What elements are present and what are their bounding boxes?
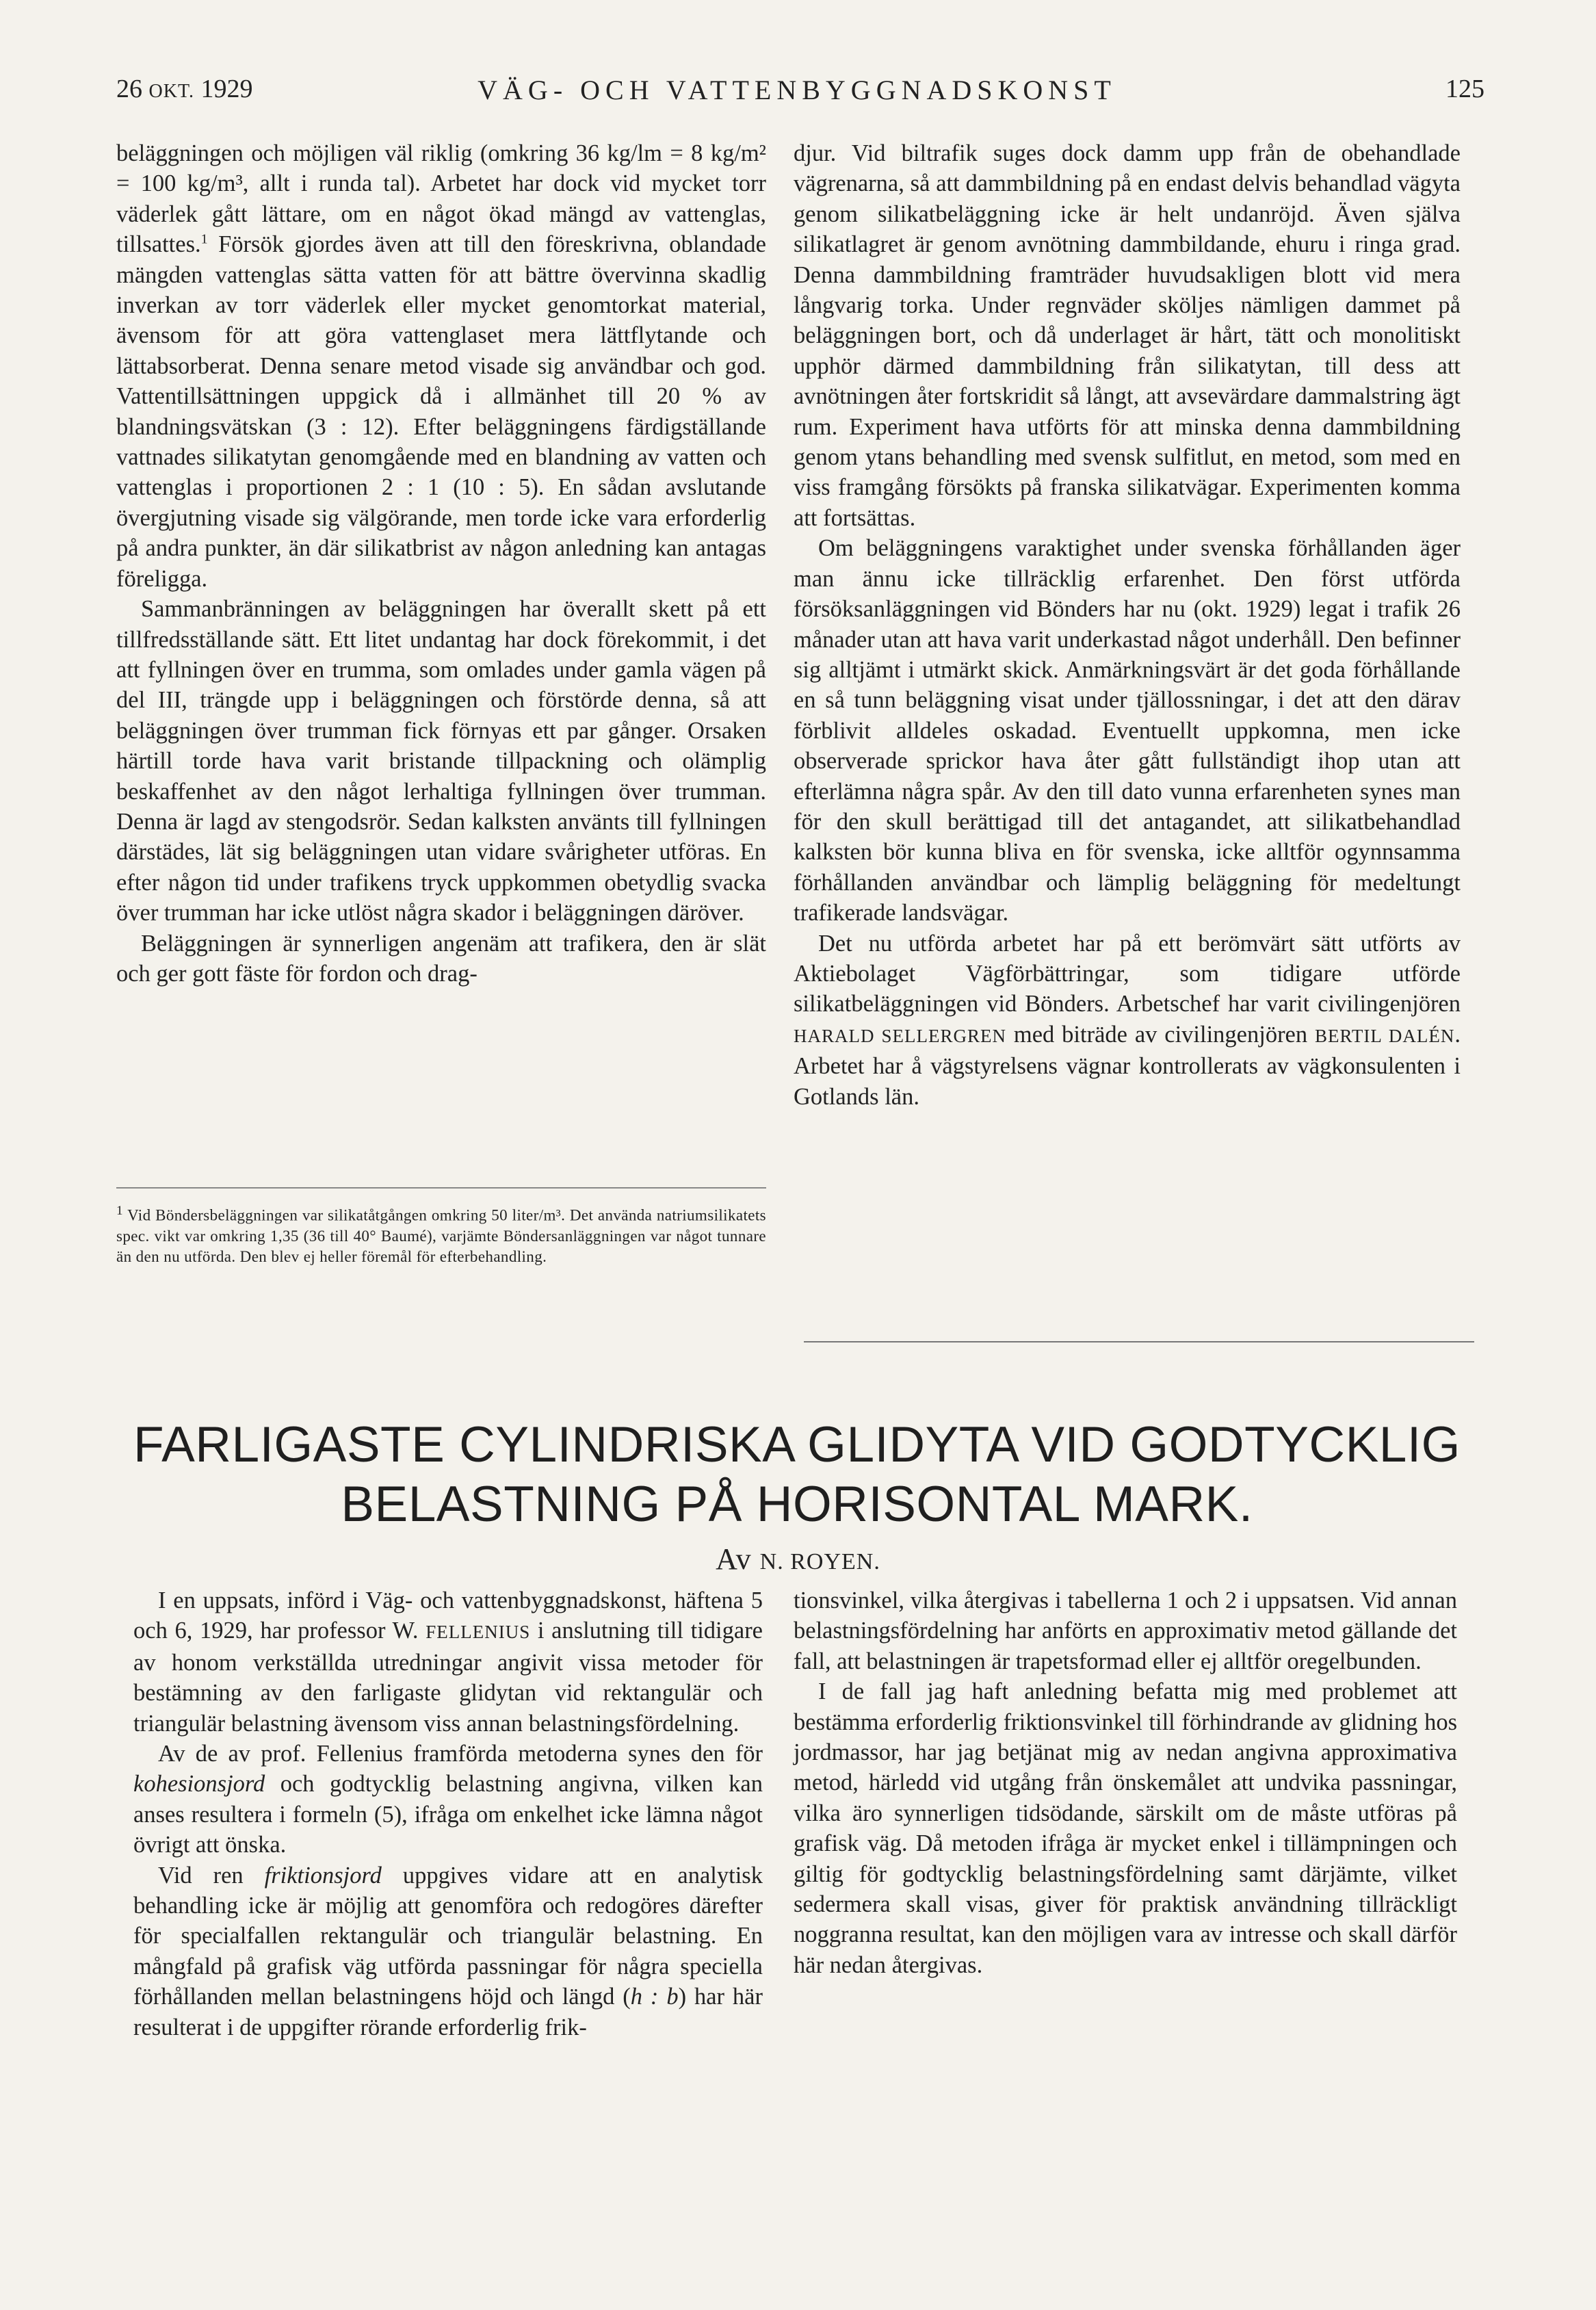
right-column-top [794, 138, 1461, 1112]
paragraph: Det nu utförda arbetet har på ett berömvärt sätt utförts av Aktiebolaget Vägförbättringar, som tidigare utförde silikatbeläggningen vid Bönders. Arbetschef har varit civilingenjören HARALD SELLERGREN med biträde av civilingenjören BERTIL DALÉN. Arbetet har å vägstyrelsens vägnar kontrollerats av vägkonsulenten i Gotlands län. [794, 930, 1461, 1110]
article-end-divider [804, 1341, 1474, 1342]
article-title-line-1: FARLIGASTE CYLINDRISKA GLIDYTA VID GODTYCKLIG [133, 1417, 1461, 1472]
paragraph: Sammanbränningen av beläggningen har överallt skett på ett tillfredsställande sätt. Ett litet undantag har dock förekommit, i det att fyllningen över en trumma, som omlades under gamla vägen på del III, trängde upp i beläggningen och förstörde denna, så att beläggningen över trumman fick förnyas ett par gånger. Orsaken härtill torde hava varit bristande tillpackning och olämplig beskaffenhet av den något lerhaltiga fyllningen över trumman. Denna är lagd av stengodsrör. Sedan kalksten använts till fyllningen därstädes, lät sig beläggningen utan vidare svårigheter utföras. En efter någon tid under trafikens tryck uppkommen obetydlig svacka över trumman har icke utlöst några skador i beläggningen däröver. [116, 596, 766, 926]
footnote-divider [116, 1187, 766, 1189]
footnote-ref: 1 [200, 231, 208, 247]
footnote: $^1$ Vid Böndersbeläggningen var silikatåtgången omkring 50 liter/m³. Det använda natriumsilikatets spec. vikt var omkring 1,35 (36 till 40° Baumé), varjämte Böndersanläggningen var något tunnare än den nu utförda. Den blev ej heller föremål för efterbehandling. [116, 1204, 766, 1265]
left-column-top [116, 138, 766, 989]
issue-date: 26 OKT. 1929 [116, 75, 253, 103]
journal-title: VÄG- OCH VATTENBYGGNADSKONST [478, 75, 1116, 105]
article-title-line-2: BELASTNING PÅ HORISONTAL MARK. [341, 1477, 1253, 1532]
paragraph: tionsvinkel, vilka återgivas i tabellerna 1 och 2 i uppsatsen. Vid annan belastningsfördelning har anförts en approximativ metod gällande det fall, att belastningen är trapetsformad eller ej alltför oregelbunden. [794, 1587, 1457, 1674]
paragraph: I en uppsats, införd i Väg- och vattenbyggnadskonst, häftena 5 och 6, 1929, har professor W. FELLENIUS i anslutning till tidigare av honom verkställda utredningar angivit vissa metoder för bestämning av den farligaste glidytan vid rektangulär och triangulär belastning ävensom viss annan belastningsfördelning. [133, 1587, 763, 1737]
paragraph: beläggningen och möjligen väl riklig (omkring 36 kg/lm = 8 kg/m² = 100 kg/m³, allt i runda tal). Arbetet har dock vid mycket torr väderlek gått lättare, om en något ökad mängd av vattenglas, tillsattes.$^1$ Försök gjordes även att till den föreskrivna, oblandade mängden vattenglas sätta vatten för att bättre övervinna skadlig inverkan av torr väderlek eller mycket genomtorkat material, ävensom för att göra vattenglaset mera lättflytande och lättabsorberat. Denna senare metod visade sig användbar och god. Vattentillsättningen uppgick då i allmänhet till 20 % av blandningsvätskan (3 : 12). Efter beläggningens färdigställande vattnades silikatytan genomgående med en blandning av vatten och vattenglas i proportionen 2 : 1 (10 : 5). En sådan avslutande övergjutning visade sig välgörande, men torde icke vara erforderlig på andra punkter, än där silikatbrist av någon anledning kan antagas föreligga. [116, 140, 766, 592]
paragraph: Av de av prof. Fellenius framförda metoderna synes den för kohesionsjord och godtycklig belastning angivna, vilken kan anses resultera i formeln (5), ifråga om enkelhet icke lämna något övrigt att önska. [133, 1741, 763, 1858]
right-column-bottom [794, 1585, 1457, 1980]
page-number: 125 [1445, 75, 1484, 103]
byline: Av N. ROYEN. [716, 1542, 880, 1576]
person-name: BERTIL DALÉN [1315, 1025, 1455, 1046]
person-name: FELLENIUS [426, 1622, 531, 1643]
paragraph: I de fall jag haft anledning befatta mig med problemet att bestämma erforderlig friktionsvinkel till förhindrande av glidning hos jordmassor, har jag betjänat mig av nedan angivna approximativa metod, härledd vid utgång från önskemålet att undvika passningar, vilka äro synnerligen tidsödande, särskilt om de måste utföras på grafisk väg. Då metoden ifråga är mycket enkel i tillämpningen och giltig för godtycklig belastningsfördelning samt därjämte, vilket sedermera skall visas, giver för praktisk användning tillräckligt noggranna resultat, kan den möjligen vara av intresse och skall därför här nedan återgivas. [794, 1678, 1457, 1978]
page-header [109, 74, 1484, 115]
paragraph: Beläggningen är synnerligen angenäm att trafikera, den är slät och ger gott fäste för fordon och drag- [116, 930, 766, 987]
paragraph: Om beläggningens varaktighet under svenska förhållanden äger man ännu icke tillräcklig erfarenhet. Den först utförda försöksanläggningen vid Bönders har nu (okt. 1929) legat i trafik 26 månader utan att hava varit underkastad något underhåll. Den befinner sig alltjämt i utmärkt skick. Anmärkningsvärt är det goda förhållande en så tunn beläggning visat under tjällossningar, i det att den därav förblivit alldeles oskadad. Eventuellt uppkomna, men icke observerade sprickor hava åter gått fullständigt ihop utan att efterlämna några spår. Av den till dato vunna erfarenheten synes man för den skull berättigad till det antagandet, att silikatbehandlad kalksten bör kunna bliva en för svenska, icke alltför ogynnsamma förhållanden användbar och lämplig beläggning för medeltungt trafikerade landsvägar. [794, 535, 1461, 926]
person-name: HARALD SELLERGREN [794, 1025, 1006, 1046]
paragraph: Vid ren friktionsjord uppgives vidare att en analytisk behandling icke är möjlig att genomföra och redogöres därefter för specialfallen rektangulär och triangulär belastning. En mångfald på grafisk väg utförda passningar för några speciella förhållanden mellan belastningens höjd och längd (h : b) har här resulterat i de uppgifter rörande erforderlig frik- [133, 1862, 763, 2040]
left-column-bottom [133, 1585, 763, 2042]
paragraph: djur. Vid biltrafik suges dock damm upp från de obehandlade vägrenarna, så att dammbildning på en endast delvis behandlad vägyta genom silikatbeläggning icke är helt undanröjd. Även själva silikatlagret är genom avnötning dammbildande, ehuru i ringa grad. Denna dammbildning framträder huvudsakligen blott vid mera långvarig torka. Under regnväder sköljes nämligen dammet på beläggningen bort, och då underlaget är hårt, tätt och monolitiskt upphör därmed dammbildning från silikatytan, till dess att avnötningen åter fortskridit så långt, att avsevärdare dammalstring ägt rum. Experiment hava utförts för att minska denna dammbildning genom ytans behandling med svensk sulfitlut, en metod, som med en viss framgång försökts på franska silikatvägar. Experimenten komma att fortsättas. [794, 140, 1461, 531]
